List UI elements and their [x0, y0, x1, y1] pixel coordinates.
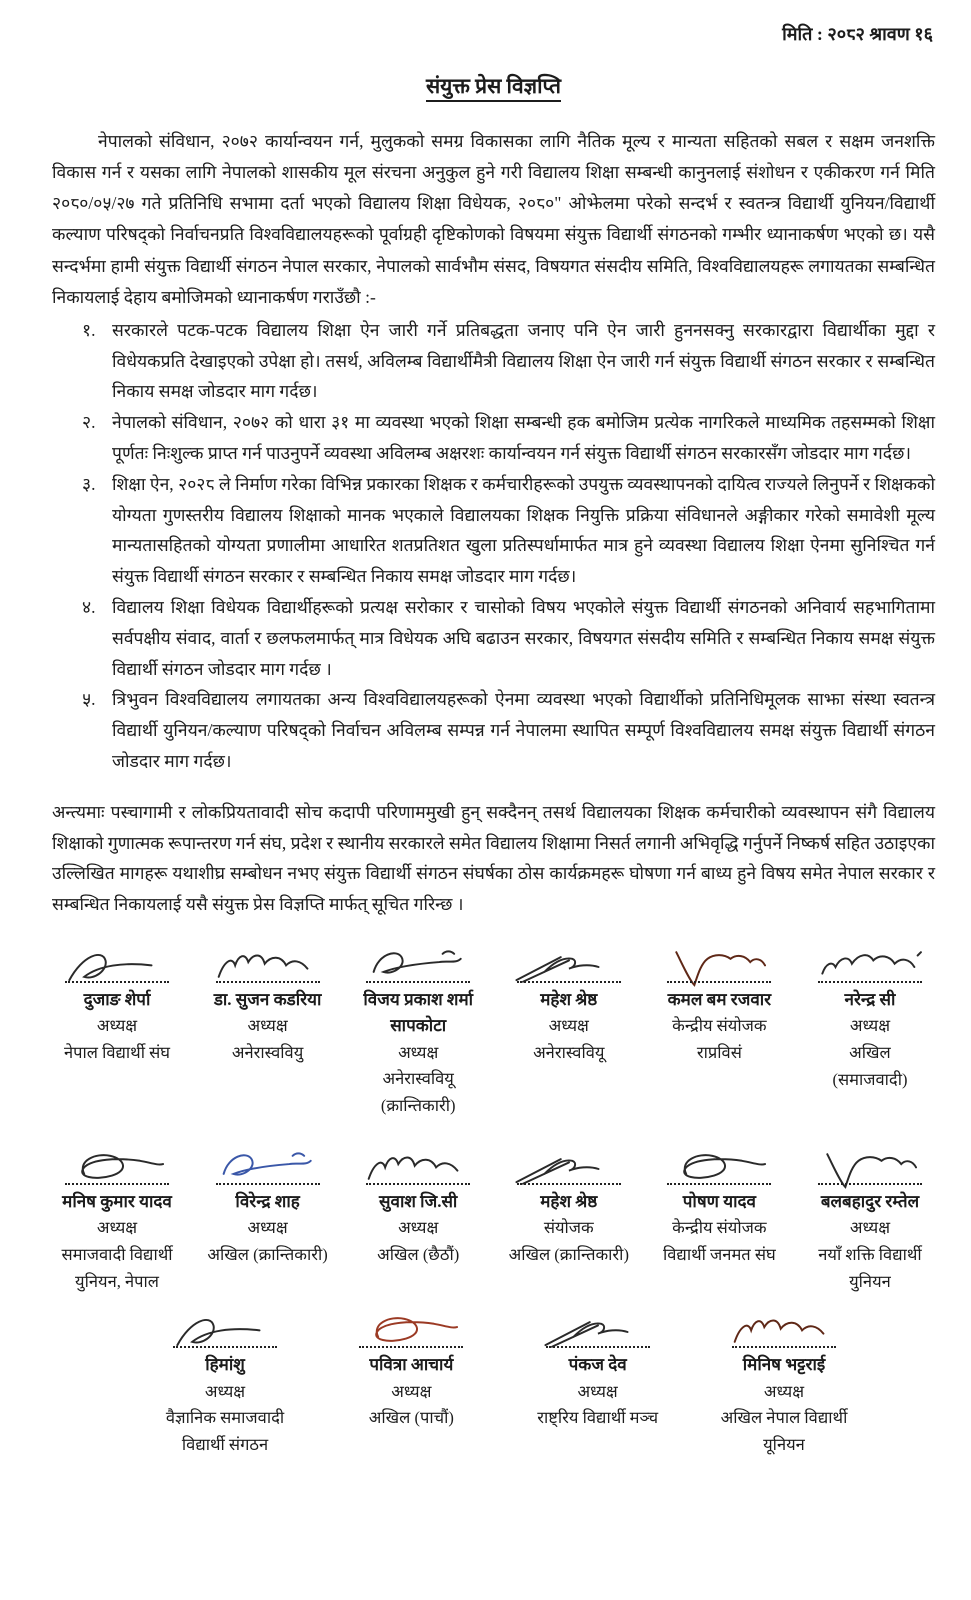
signatory-role-line: अध्यक्ष [548, 1016, 589, 1036]
signatory-role-line: अध्यक्ष [763, 1381, 805, 1401]
signatory-role-line: अखिल (क्रान्तिकारी) [508, 1244, 629, 1264]
signature-dotted-line [517, 981, 621, 983]
demand-item [82, 684, 935, 776]
signature-scribble [504, 944, 634, 990]
signature-block [533, 1309, 663, 1432]
signatory-role-line: अनेरास्ववियू [533, 1043, 605, 1063]
signature-scribble [160, 1309, 290, 1355]
signature-block [504, 1146, 634, 1269]
signature-block [805, 944, 935, 1094]
signatory-name: डा. सुजन कडरिया [213, 989, 322, 1009]
signatory-role-line: अध्यक्ष [96, 1016, 138, 1036]
signatory-name: पंकज देव [568, 1355, 627, 1375]
signatory-name: कमल बम रजवार [667, 989, 772, 1009]
closing-paragraph: अन्त्यमाः पस्चागामी र लोकप्रियतावादी सोच कदापी परिणाममुखी हुन् सक्दैनन् तसर्थ विद्यालयका शिक्षक कर्मचारीको व्यवस्थापन संगै विद्यालय शिक्षाको गुणात्मक रूपान्तरण गर्न संघ, प्रदेश र स्थानीय सरकारले समेत विद्यालय शिक्षामा निसर्त लगानी अभिवृद्धि गर्नुपर्ने निष्कर्ष सहित उठाइएका उल्लिखित मागहरू यथाशीघ्र सम्बोधन नभए संयुक्त विद्यार्थी संगठन संघर्षका ठोस कार्यक्रमहरू घोषणा गर्न बाध्य हुने विषय समेत नेपाल सरकार र सम्बन्धित निकायलाई यसै संयुक्त प्रेस विज्ञप्ति मार्फत् सूचित गरिन्छ । [52, 801, 935, 915]
signature-scribble [346, 1309, 476, 1355]
demand-number: ३. [82, 473, 96, 494]
signatory-role-line: (समाजवादी) [832, 1069, 908, 1089]
date-label: मिति : २०८२ श्रावण १६ [782, 24, 933, 44]
signature-dotted-line [216, 981, 320, 983]
signatory-name: मिनिष भट्टराई [742, 1355, 826, 1375]
signatory-role-line: केन्द्रीय संयोजक [672, 1016, 767, 1036]
signature-block [203, 1146, 333, 1269]
demand-number: ४. [82, 597, 96, 618]
demand-number: ५. [82, 689, 96, 710]
signatory-role-line: अखिल (क्रान्तिकारी) [207, 1244, 328, 1264]
signatory-name: सुवाश जि.सी [379, 1191, 458, 1211]
signature-scribble [52, 944, 182, 990]
signatory-role-line: अध्यक्ष [247, 1016, 288, 1036]
signature-block [353, 1146, 483, 1269]
signature-row-1 [52, 944, 935, 1120]
demand-text: त्रिभुवन विश्वविद्यालय लगायतका अन्य विश्वविद्यालयहरूको ऐनमा व्यवस्था भएको विद्यार्थीको प्रतिनिधिमूलक साझा संस्था स्वतन्त्र विद्यार्थी युनियन/कल्याण परिषद्को निर्वाचन अविलम्ब सम्पन्न गर्न नेपालमा स्थापित सम्पूर्ण विश्वविद्यालय समक्ष संयुक्त विद्यार्थी संगठन जोडदार माग गर्दछ। [112, 689, 935, 771]
signature-dotted-line [667, 1183, 771, 1185]
signatory-name: हिमांशु [205, 1355, 245, 1375]
signatory-name: दुजाङ शेर्पा [83, 989, 151, 1009]
signatory-name: बलबहादुर रम्तेल [820, 1191, 920, 1211]
signatory-name: महेश श्रेष्ठ [540, 989, 598, 1009]
signature-scribble [52, 1146, 182, 1192]
signatory-role-line: नयाँ शक्ति विद्यार्थी [818, 1244, 922, 1264]
signature-block [346, 1309, 476, 1432]
signatory-role-line: अध्यक्ष [391, 1381, 432, 1401]
demand-item [82, 469, 935, 592]
signatory-name: महेश श्रेष्ठ [540, 1191, 598, 1211]
signature-dotted-line [65, 981, 169, 983]
signature-block [504, 944, 634, 1067]
signatory-role-line: अध्यक्ष [577, 1381, 618, 1401]
signatory-role-line: अध्यक्ष [398, 1218, 439, 1238]
signature-scribble [533, 1309, 663, 1355]
demand-text: शिक्षा ऐन, २०२८ ले निर्माण गरेका विभिन्न प्रकारका शिक्षक र कर्मचारीहरूको उपयुक्त व्यवस्थापनको दायित्व राज्यले लिनुपर्ने र शिक्षकको योग्यता गुणस्तरीय विद्यालय शिक्षाको मानक भएकाले विद्यालयका शिक्षक नियुक्ति प्रक्रिया संविधानले अङ्गीकार गरेको समावेशी मूल्य मान्यतासहितको योग्यता प्रणालीमा आधारित शतप्रतिशत खुला प्रतिस्पर्धामार्फत मात्र हुने व्यवस्था विद्यालय शिक्षा ऐनमा सुनिश्चित गर्न संयुक्त विद्यार्थी संगठन सरकार र सम्बन्धित निकाय समक्ष जोडदार माग गर्दछ। [112, 473, 935, 587]
signatory-role-line: अनेरास्ववियु [231, 1043, 304, 1063]
signatory-role-line: युनियन, नेपाल [75, 1271, 159, 1291]
signatory-role-line: अध्यक्ष [849, 1016, 891, 1036]
signatory-role-line: युनियन [849, 1271, 891, 1291]
signature-dotted-line [173, 1346, 277, 1348]
signature-block [654, 944, 784, 1067]
signatory-role-line: अखिल (छैठौं) [377, 1244, 460, 1264]
signatory-role-line: अखिल (पाचौं) [368, 1408, 454, 1428]
signatory-role-line: अध्यक्ष [398, 1042, 439, 1062]
demand-item [82, 592, 935, 684]
signature-scribble [654, 1146, 784, 1192]
signatory-role-line: अध्यक्ष [849, 1218, 891, 1238]
signatory-name: विजय प्रकाश शर्मा [363, 989, 474, 1009]
signature-block [719, 1309, 849, 1459]
signature-block [805, 1146, 935, 1296]
signature-scribble [504, 1146, 634, 1192]
signature-dotted-line [517, 1183, 621, 1185]
signature-block [52, 1146, 182, 1296]
signature-scribble [805, 944, 935, 990]
signatory-role-line: राष्ट्रिय विद्यार्थी मञ्च [537, 1408, 659, 1428]
signature-dotted-line [546, 1346, 650, 1348]
signatory-name: विरेन्द्र शाह [235, 1191, 300, 1211]
intro-paragraph: नेपालको संविधान, २०७२ कार्यान्वयन गर्न, मुलुकको समग्र विकासका लागि नैतिक मूल्य र मान्यता सहितको सबल र सक्षम जनशक्ति विकास गर्न र यसका लागि नेपालको शासकीय मूल संरचना अनुकुल हुने गरी विद्यालय शिक्षा सम्बन्धी कानुनलाई संशोधन र एकीकरण गर्न मिति २०८०/०५/२७ गते प्रतिनिधि सभामा दर्ता भएको विद्यालय शिक्षा विधेयक, २०८०" ओझेलमा परेको सन्दर्भ र स्वतन्त्र विद्यार्थी युनियन/विद्यार्थी कल्याण परिषद्को निर्वाचनप्रति विश्वविद्यालयहरूको पूर्वाग्रही दृष्टिकोणको विषयमा संयुक्त विद्यार्थी संगठनको गम्भीर ध्यानाकर्षण भएको छ। यसै सन्दर्भमा हामी संयुक्त विद्यार्थी संगठन नेपाल सरकार, नेपालको सार्वभौम संसद, विषयगत संसदीय समिति, विश्वविद्यालयहरू लगायतका सम्बन्धित निकायलाई देहाय बमोजिमको ध्यानाकर्षण गराउँछौ :- [52, 131, 935, 307]
signature-scribble [203, 1146, 333, 1192]
signatory-name: सापकोटा [390, 1016, 447, 1036]
signatory-name: पोषण यादव [682, 1191, 756, 1211]
signatory-role-line: संयोजक [543, 1218, 594, 1238]
signatory-role-line: अध्यक्ष [247, 1218, 288, 1238]
signatory-role-line: अखिल [849, 1043, 891, 1063]
signature-dotted-line [366, 981, 470, 983]
signature-scribble [353, 1146, 483, 1192]
signatory-role-line: वैज्ञानिक समाजवादी [165, 1408, 285, 1428]
signature-scribble [203, 944, 333, 990]
demand-number: २. [82, 412, 96, 433]
signature-row-3 [52, 1309, 935, 1459]
signature-dotted-line [65, 1183, 169, 1185]
signatory-role-line: (क्रान्तिकारी) [380, 1096, 456, 1116]
signature-block [52, 944, 182, 1067]
signatory-role-line: यूनियन [763, 1435, 805, 1455]
page-title: संयुक्त प्रेस विज्ञप्ति [426, 74, 561, 102]
signature-block [654, 1146, 784, 1269]
signature-dotted-line [667, 981, 771, 983]
signature-dotted-line [818, 1183, 922, 1185]
signature-block [203, 944, 333, 1067]
demand-item [82, 407, 935, 469]
signature-dotted-line [732, 1346, 836, 1348]
signatory-role-line: विद्यार्थी संगठन [181, 1435, 269, 1455]
signatory-name: मनिष कुमार यादव [62, 1191, 172, 1211]
signatory-name: पवित्रा आचार्य [369, 1355, 454, 1375]
demand-number: १. [82, 319, 96, 340]
signature-scribble [353, 944, 483, 990]
signature-scribble [654, 944, 784, 990]
signature-block [353, 944, 483, 1120]
signatory-role-line: समाजवादी विद्यार्थी [61, 1244, 173, 1264]
signature-dotted-line [216, 1183, 320, 1185]
signatory-role-line: अध्यक्ष [96, 1218, 138, 1238]
signature-block [160, 1309, 290, 1459]
signature-dotted-line [366, 1183, 470, 1185]
demand-text: विद्यालय शिक्षा विधेयक विद्यार्थीहरूको प्रत्यक्ष सरोकार र चासोको विषय भएकोले संयुक्त विद्यार्थी संगठनको अनिवार्य सहभागितामा सर्वपक्षीय संवाद, वार्ता र छलफलमार्फत् मात्र विधेयक अघि बढाउन सरकार, विषयगत संसदीय समिति र सम्बन्धित निकाय समक्ष संयुक्त विद्यार्थी संगठन जोडदार माग गर्दछ । [112, 597, 935, 679]
signatory-role-line: नेपाल विद्यार्थी संघ [63, 1043, 171, 1063]
demand-item [82, 315, 935, 407]
demand-text: सरकारले पटक-पटक विद्यालय शिक्षा ऐन जारी गर्ने प्रतिबद्धता जनाए पनि ऐन जारी हुननसक्नु सरकारद्वारा विद्यार्थीका मुद्दा र विधेयकप्रति देखाइएको उपेक्षा हो। तसर्थ, अविलम्ब विद्यार्थीमैत्री विद्यालय शिक्षा ऐन जारी गर्न संयुक्त विद्यार्थी संगठन सरकार र सम्बन्धित निकाय समक्ष जोडदार माग गर्दछ। [112, 319, 935, 402]
signature-dotted-line [359, 1346, 463, 1348]
signatory-role-line: अखिल नेपाल विद्यार्थी [720, 1408, 848, 1428]
signatory-role-line: अनेरास्ववियू [382, 1069, 454, 1089]
demand-text: नेपालको संविधान, २०७२ को धारा ३१ मा व्यवस्था भएको शिक्षा सम्बन्धी हक बमोजिम प्रत्येक नागरिकले माध्यमिक तहसम्मको शिक्षा पूर्णतः निःशुल्क प्राप्त गर्न पाउनुपर्ने व्यवस्था अविलम्ब अक्षरशः कार्यान्वयन गर्न संयुक्त विद्यार्थी संगठन सरकारसँग जोडदार माग गर्दछ। [112, 412, 935, 464]
signatory-role-line: अध्यक्ष [204, 1381, 246, 1401]
signatory-role-line: राप्रविसं [696, 1043, 742, 1063]
signatory-role-line: विद्यार्थी जनमत संघ [662, 1244, 776, 1264]
demand-list [82, 315, 935, 777]
signature-dotted-line [818, 981, 922, 983]
title-row [52, 72, 935, 100]
signatory-name: नरेन्द्र सी [844, 989, 896, 1009]
signature-row-2 [52, 1146, 935, 1296]
signature-scribble [805, 1146, 935, 1192]
signatory-role-line: केन्द्रीय संयोजक [672, 1218, 767, 1238]
signature-scribble [719, 1309, 849, 1355]
